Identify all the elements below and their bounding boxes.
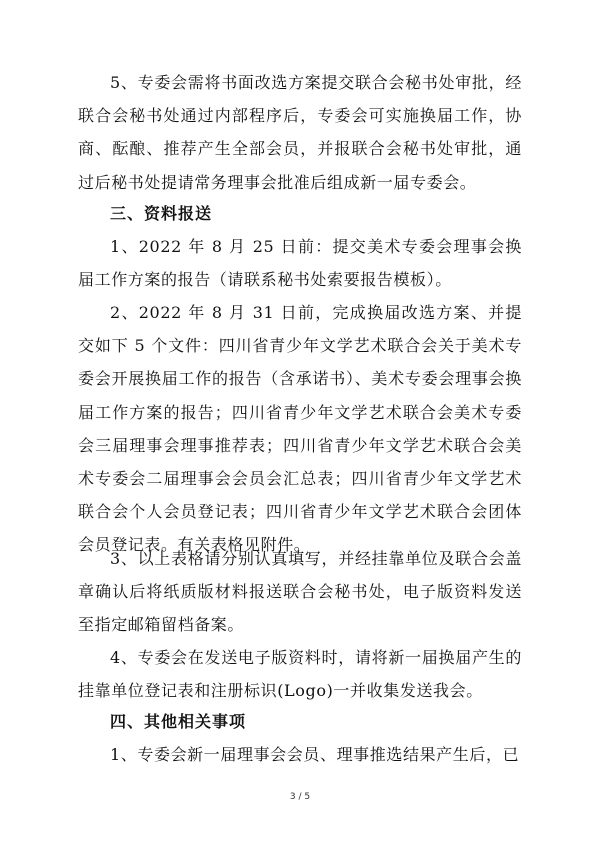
paragraph-item-2-files: 2、2022 年 8 月 31 日前，完成换届改选方案、并提交如下 5 个文件：四川省青少年文学艺术联合会关于美术专委会开展换届工作的报告（含承诺书）、美术专委会理事会换届工作方案的报告；四川省青少年文学艺术联合会美术专委会三届理事会理事推荐表；四川省青少年文学艺术联合会美术专委会二届理事会会员会汇总表；四川省青少年文学艺术联合会个人会员登记表；四川省青少年文学艺术联合会团体会员登记表。有关表格见附件。 bbox=[78, 303, 522, 555]
paragraph-item-1-results: 1、专委会新一届理事会会员、理事推选结果产生后，已 bbox=[110, 745, 520, 764]
paragraph-item-3-forms: 3、以上表格请分别认真填写，并经挂靠单位及联合会盖章确认后将纸质版材料报送联合会秘书处，电子版资料发送至指定邮箱留档备案。 bbox=[78, 549, 522, 635]
section-heading-other-matters: 四、其他相关事项 bbox=[110, 712, 247, 731]
paragraph-item-5-approval: 5、专委会需将书面改选方案提交联合会秘书处审批，经联合会秘书处通过内部程序后，专委会可实施换届工作，协商、酝酿、推荐产生全部会员，并报联合会秘书处审批，通过后秘书处提请常务理事会批准后组成新一届专委会。 bbox=[78, 73, 522, 192]
page-number: 3 / 5 bbox=[289, 792, 311, 802]
paragraph-item-1-deadline: 1、2022 年 8 月 25 日前：提交美术专委会理事会换届工作方案的报告（请联系秘书处索要报告模板）。 bbox=[78, 237, 522, 290]
section-heading-materials: 三、资料报送 bbox=[110, 204, 213, 223]
paragraph-item-4-electronic: 4、专委会在发送电子版资料时，请将新一届换届产生的挂靠单位登记表和注册标识(Logo)一并收集发送我会。 bbox=[78, 648, 522, 701]
